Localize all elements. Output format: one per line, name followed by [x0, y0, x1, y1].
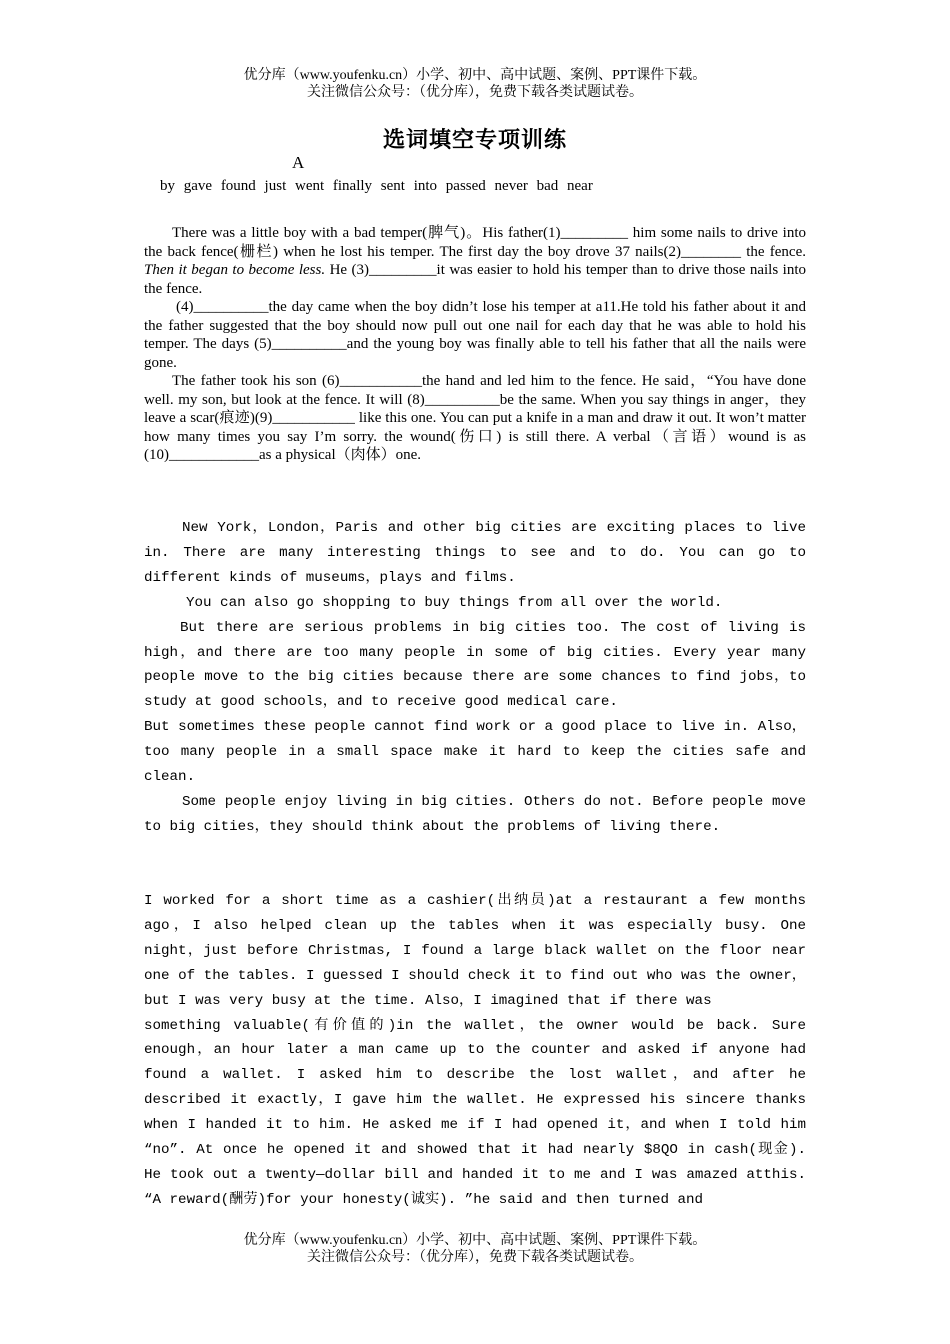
header-line-2: 关注微信公众号：（优分库），免费下载各类试题试卷。 — [307, 85, 643, 100]
page-header — [0, 67, 950, 101]
passage-a-p1-italic: Then it began to become less. — [144, 262, 326, 278]
passage-a-paragraph-1 — [144, 224, 806, 298]
page-footer — [0, 1232, 950, 1266]
passage-b-paragraph-4: But sometimes these people cannot find work or a good place to live in. Also，too many people in a small space make it hard to keep the cities safe and clean. — [144, 719, 806, 786]
passage-a-paragraph-2: (4)__________the day came when the boy didn’t lose his temper at a11.He told his father about it and the father suggested that the boy should now pull out one nail for each day that he was able to hold his temper. The days (5)__________and the young boy was finally able to tell his father that all the nails were gone. — [144, 299, 806, 371]
passage-c-paragraph-1a: I worked for a short time as a cashier(出纳员)at a restaurant a few months ago，I also helped clean up the tables when it was especially busy. One night，just before Christmas, I found a large black wallet on the floor near one of the tables. I guessed I should check it to find out who was the owner，but I was very busy at the time. Also，I imagined that if there was — [144, 893, 806, 1009]
passage-a-p1-part1: There was a little boy with a bad temper(脾气)。His father(1)_________ him some nails to drive into the back fence(栅栏) when he lost his temper. The first day the boy drove 37 nails(2)________ the fence. — [144, 225, 806, 260]
footer-line-1: 优分库（www.youfenku.cn）小学、初中、高中试题、案例、PPT课件下载。 — [243, 1233, 707, 1248]
passage-a-p1-part2: He (3)_________it was easier to hold his temper than to drive those nails into the fence. — [144, 262, 806, 297]
passage-b — [144, 516, 806, 840]
passage-c-paragraph-1b: something valuable(有价值的)in the wallet，the owner would be back. Sure enough，an hour later a man came up to the counter and asked if anyone had found a wallet. I asked him to describe the lost wallet，and after he described it exactly，I gave him the wallet. He expressed his sincere thanks when I handed it to him. He asked me if I had opened it，and when I told him “no”. At once he opened it and showed that it had nearly $8QO in cash(现金). He took out a twenty—dollar bill and handed it to me and I was amazed atthis. “A reward(酬劳)for your honesty(诚实). ”he said and then turned and — [144, 1017, 806, 1208]
passage-b-paragraph-5: Some people enjoy living in big cities. Others do not. Before people move to big cities，they should think about the problems of living there. — [144, 793, 806, 835]
footer-line-2: 关注微信公众号：（优分库），免费下载各类试题试卷。 — [307, 1250, 643, 1265]
page-title: 选词填空专项训练 — [382, 127, 567, 152]
passage-b-paragraph-1: New York，London，Paris and other big cities are exciting places to live in. There are many interesting things to see and to do. You can go to different kinds of museums，plays and films. — [144, 520, 806, 586]
passage-b-paragraph-3: But there are serious problems in big cities too. The cost of living is high，and there are too many people in some of big cities. Every year many people move to the big cities because there are some chances to find jobs，to study at good schools，and to receive good medical care. — [144, 619, 806, 711]
passage-a — [144, 224, 806, 465]
section-a-label: A — [292, 153, 305, 172]
word-bank: by gave found just went finally sent into passed never bad near — [160, 178, 593, 194]
passage-a-paragraph-3: The father took his son (6)___________the hand and led him to the fence. He said，“You have done well. my son, but look at the fence. It will (8)__________be the same. When you say things in anger，they leave a scar(痕迹)(9)___________ like this one. You can put a knife in a man and draw it out. It won’t matter how many times you say I’m sorry. the wound(伤口) is still there. A verbal（言语）wound is as (10)____________as a physical（肉体）one. — [144, 373, 806, 463]
passage-c — [144, 889, 806, 1213]
passage-b-paragraph-2: You can also go shopping to buy things from all over the world. — [186, 594, 723, 611]
header-line-1: 优分库（www.youfenku.cn）小学、初中、高中试题、案例、PPT课件下载。 — [243, 68, 707, 83]
